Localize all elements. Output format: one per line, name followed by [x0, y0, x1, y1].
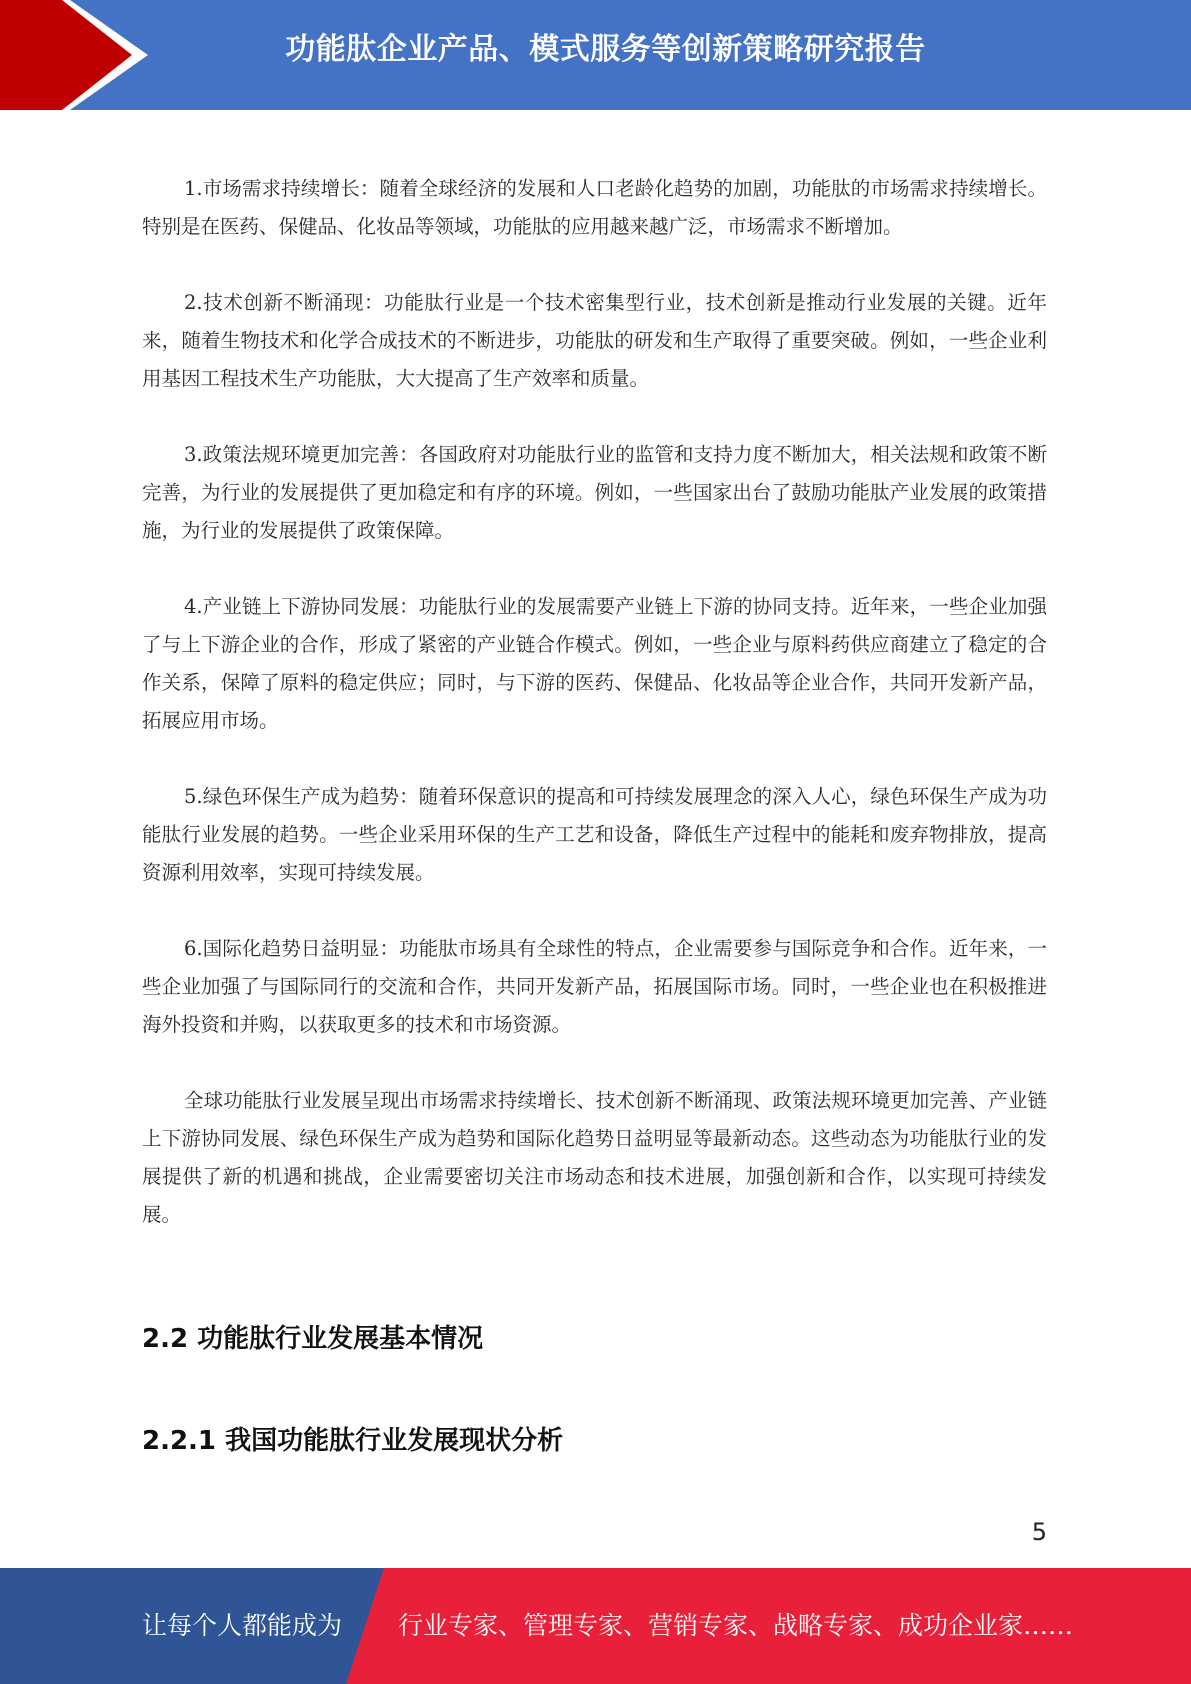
header-banner: [0, 0, 1191, 110]
paragraph-2: 2.技术创新不断涌现：功能肽行业是一个技术密集型行业，技术创新是推动行业发展的关键。近年来，随着生物技术和化学合成技术的不断进步，功能肽的研发和生产取得了重要突破。例如，一些企业利用基因工程技术生产功能肽，大大提高了生产效率和质量。: [142, 291, 1047, 390]
paragraph-3: 3.政策法规环境更加完善：各国政府对功能肽行业的监管和支持力度不断加大，相关法规和政策不断完善，为行业的发展提供了更加稳定和有序的环境。例如，一些国家出台了鼓励功能肽产业发展的政策措施，为行业的发展提供了政策保障。: [142, 443, 1047, 542]
paragraph-5: 5.绿色环保生产成为趋势：随着环保意识的提高和可持续发展理念的深入人心，绿色环保生产成为功能肽行业发展的趋势。一些企业采用环保的生产工艺和设备，降低生产过程中的能耗和废弃物排放，提高资源利用效率，实现可持续发展。: [142, 785, 1047, 884]
paragraph-summary: 全球功能肽行业发展呈现出市场需求持续增长、技术创新不断涌现、政策法规环境更加完善、产业链上下游协同发展、绿色环保生产成为趋势和国际化趋势日益明显等最新动态。这些动态为功能肽行业的发展提供了新的机遇和挑战，企业需要密切关注市场动态和技术进展，加强创新和合作，以实现可持续发展。: [142, 1089, 1047, 1226]
header-chevron-icon: [0, 0, 160, 110]
paragraph-1: 1.市场需求持续增长：随着全球经济的发展和人口老龄化趋势的加剧，功能肽的市场需求持续增长。特别是在医药、保健品、化妆品等领域，功能肽的应用越来越广泛，市场需求不断增加。: [142, 177, 1047, 238]
document-body: [142, 170, 1047, 1272]
paragraph-6: 6.国际化趋势日益明显：功能肽市场具有全球性的特点，企业需要参与国际竞争和合作。近年来，一些企业加强了与国际同行的交流和合作，共同开发新产品，拓展国际市场。同时，一些企业也在积极推进海外投资和并购，以获取更多的技术和市场资源。: [142, 937, 1047, 1036]
paragraph-4: 4.产业链上下游协同发展：功能肽行业的发展需要产业链上下游的协同支持。近年来，一些企业加强了与上下游企业的合作，形成了紧密的产业链合作模式。例如，一些企业与原料药供应商建立了稳定的合作关系，保障了原料的稳定供应；同时，与下游的医药、保健品、化妆品等企业合作，共同开发新产品，拓展应用市场。: [142, 595, 1047, 732]
footer-banner: [0, 1568, 1191, 1684]
footer-slogan-left: 让每个人都能成为: [142, 1611, 343, 1640]
footer-slogan-right: 行业专家、管理专家、营销专家、战略专家、成功企业家……: [398, 1611, 1074, 1640]
subsection-heading: 2.2.1 我国功能肽行业发展现状分析: [142, 1426, 564, 1456]
report-title: 功能肽企业产品、模式服务等创新策略研究报告: [285, 32, 926, 67]
section-heading: 2.2 功能肽行业发展基本情况: [142, 1324, 484, 1354]
page-number: 5: [1031, 1518, 1047, 1546]
